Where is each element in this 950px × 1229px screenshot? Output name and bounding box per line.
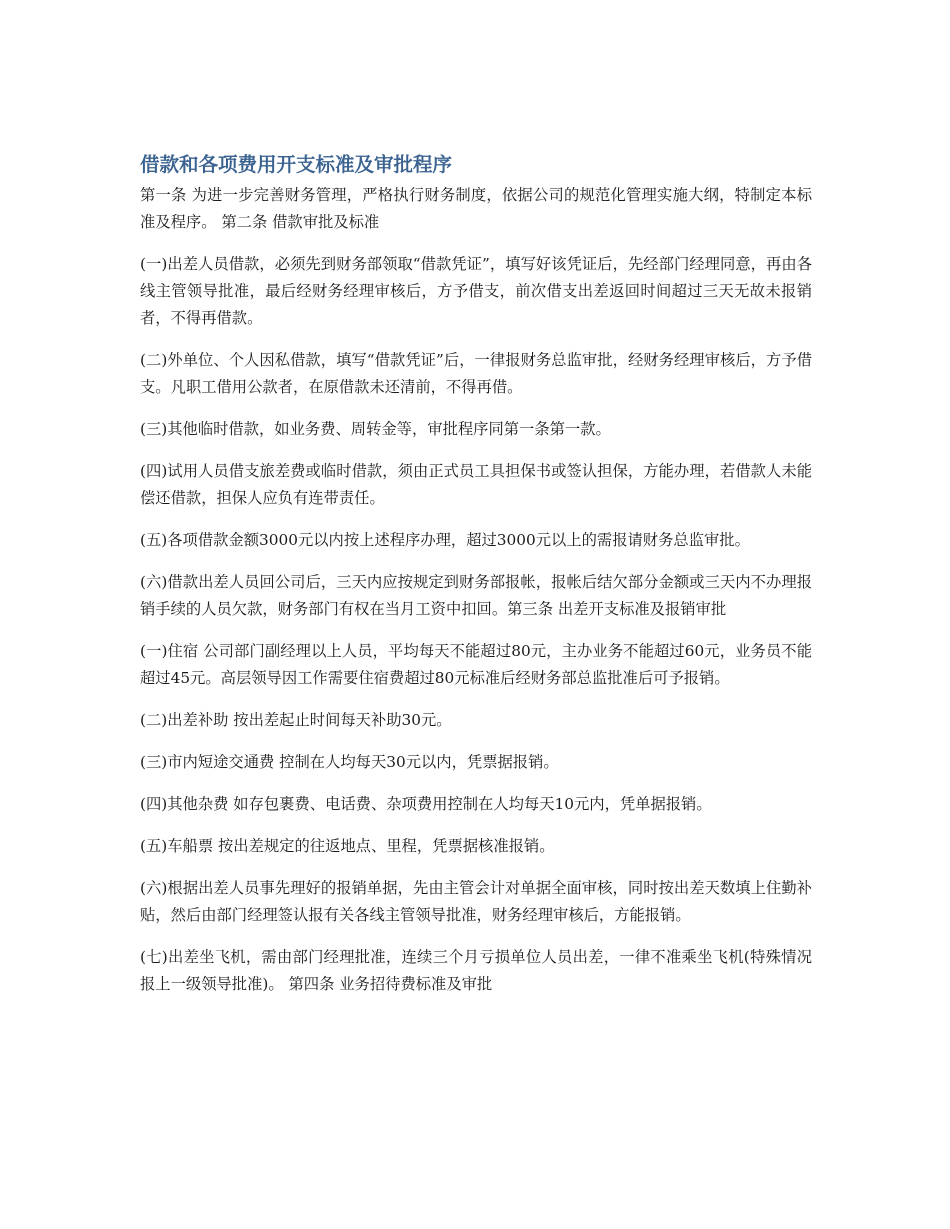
paragraph-item: (三)其他临时借款，如业务费、周转金等，审批程序同第一条第一款。: [140, 420, 611, 438]
paragraph-item: (二)出差补助 按出差起止时间每天补助30元。: [140, 711, 452, 729]
paragraph-article-1: 第一条 为进一步完善财务管理，严格执行财务制度，依据公司的规范化管理实施大纲，特制定本标准及程序。 第二条 借款审批及标准: [140, 186, 812, 231]
paragraph-item: (二)外单位、个人因私借款，填写“借款凭证”后，一律报财务总监审批，经财务经理审核后，方予借支。凡职工借用公款者，在原借款未还清前，不得再借。: [140, 351, 812, 396]
paragraph-item: (六)根据出差人员事先理好的报销单据，先由主管会计对单据全面审核，同时按出差天数填上住勤补贴，然后由部门经理签认报有关各线主管领导批准，财务经理审核后，方能报销。: [140, 879, 812, 924]
paragraph-item: (一)出差人员借款，必须先到财务部领取“借款凭证”，填写好该凭证后，先经部门经理同意，再由各线主管领导批准，最后经财务经理审核后，方予借支，前次借支出差返回时间超过三天无故未报销者，不得再借款。: [140, 255, 812, 327]
paragraph-item: (一)住宿 公司部门副经理以上人员，平均每天不能超过80元，主办业务不能超过60元，业务员不能超过45元。高层领导因工作需要住宿费超过80元标准后经财务部总监批准后可予报销。: [140, 642, 812, 687]
paragraph-item: (三)市内短途交通费 控制在人均每天30元以内，凭票据报销。: [140, 753, 559, 771]
paragraph-item: (四)其他杂费 如存包裹费、电话费、杂项费用控制在人均每天10元内，凭单据报销。: [140, 795, 712, 813]
document-title: 借款和各项费用开支标准及审批程序: [140, 153, 453, 176]
paragraph-item: (七)出差坐飞机，需由部门经理批准，连续三个月亏损单位人员出差，一律不准乘坐飞机(特殊情况报上一级领导批准)。 第四条 业务招待费标准及审批: [140, 948, 812, 993]
paragraph-item: (五)各项借款金额3000元以内按上述程序办理，超过3000元以上的需报请财务总监审批。: [140, 531, 750, 549]
document-page: [140, 148, 812, 1013]
paragraph-item: (六)借款出差人员回公司后，三天内应按规定到财务部报帐，报帐后结欠部分金额或三天内不办理报销手续的人员欠款，财务部门有权在当月工资中扣回。第三条 出差开支标准及报销审批: [140, 573, 812, 618]
paragraph-item: (四)试用人员借支旅差费或临时借款，须由正式员工具担保书或签认担保，方能办理，若借款人未能偿还借款，担保人应负有连带责任。: [140, 462, 812, 507]
paragraph-item: (五)车船票 按出差规定的往返地点、里程，凭票据核准报销。: [140, 837, 555, 855]
